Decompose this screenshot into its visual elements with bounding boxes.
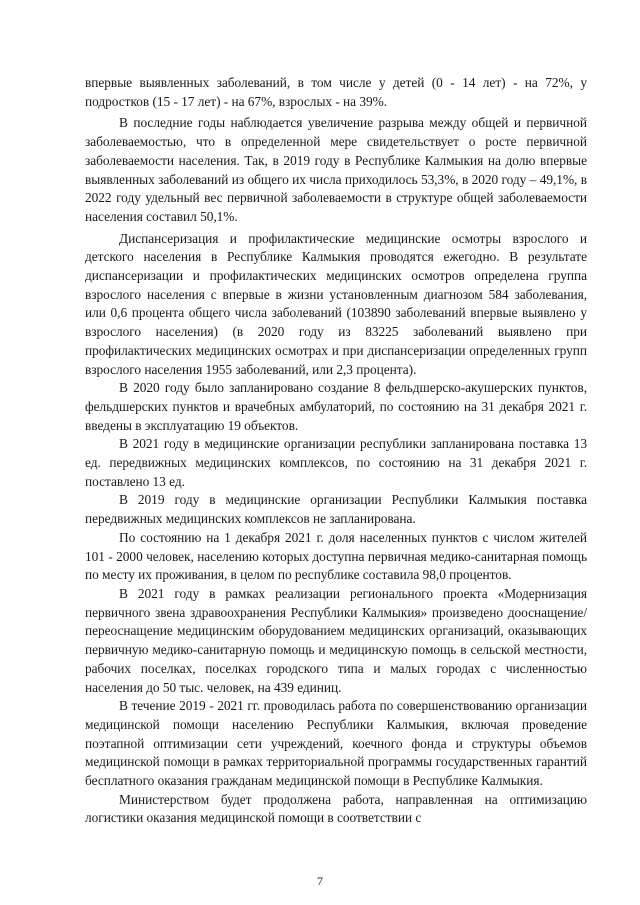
document-body <box>85 74 587 828</box>
paragraph-mobile-complexes-2019: В 2019 году в медицинские организации Республики Калмыкия поставка передвижных медицинских комплексов не запланирована. <box>85 492 587 527</box>
paragraph-mobile-complexes-2021: В 2021 году в медицинские организации республики запланирована поставка 13 ед. передвижных медицинских комплексов, по состоянию на 31 декабря 2021 г. поставлено 13 ед. <box>85 436 587 489</box>
paragraph-feldsher-points: В 2020 году было запланировано создание 8 фельдшерско-акушерских пунктов, фельдшерских пунктов и врачебных амбулаторий, по состоянию на 31 декабря 2021 г. введены в эксплуатацию 19 объектов. <box>85 380 587 433</box>
paragraph-dispensarization: Диспансеризация и профилактические медицинские осмотры взрослого и детского населения в Республике Калмыкия проводятся ежегодно. В результате диспансеризации и профилактических медицинских осмотров определена группа взрослого населения с впервые в жизни установленным диагнозом 584 заболевания, или 0,6 процента общего числа заболеваний (103890 заболеваний впервые выявлено у взрослого населения) (в 2020 году из 83225 заболеваний выявлено при профилактических медицинских осмотрах и при диспансеризации определенных групп взрослого населения 1955 заболеваний, или 2,3 процента). <box>85 230 587 377</box>
paragraph-settlements-access: По состоянию на 1 декабря 2021 г. доля населенных пунктов с числом жителей 101 - 2000 человек, населению которых доступна первичная медико-санитарная помощь по месту их проживания, в целом по республике составила 98,0 процентов. <box>85 529 587 583</box>
paragraph-logistics: Министерством будет продолжена работа, направленная на оптимизацию логистики оказания медицинской помощи в соответствии с <box>85 791 587 826</box>
paragraph-optimization-work: В течение 2019 - 2021 гг. проводилась работа по совершенствованию организации медицинской помощи населению Республики Калмыкия, включая проведение поэтапной оптимизации сети учреждений, коечного фонда и структуры объемов медицинской помощи в рамках территориальной программы государственных гарантий бесплатного оказания гражданам медицинской помощи в Республике Калмыкия. <box>85 698 587 789</box>
page-number: 7 <box>317 874 323 888</box>
paragraph-morbidity-gap: В последние годы наблюдается увеличение разрыва между общей и первичной заболеваемостью, что в определенной мере свидетельствует о росте первичной заболеваемости населения. Так, в 2019 году в Республике Калмыкия на долю впервые выявленных заболеваний из общего их числа приходилось 53,3%, в 2020 году – 49,1%, в 2022 году удельный вес первичной заболеваемости в структуре общей заболеваемости населения составил 50,1%. <box>85 115 587 224</box>
paragraph-modernization-project: В 2021 году в рамках реализации регионального проекта «Модернизация первичного звена здравоохранения Республики Калмыкия» произведено дооснащение/переоснащение медицинским оборудованием медицинских организаций, оказывающих первичную медико-санитарную помощь и медицинскую помощь в сельской местности, рабочих поселках, поселках городского типа и малых городах с численностью населения до 50 тыс. человек, на 439 единиц. <box>85 585 587 695</box>
paragraph-continuation: впервые выявленных заболеваний, в том числе у детей (0 - 14 лет) - на 72%, у подростков (15 - 17 лет) - на 67%, взрослых - на 39%. <box>85 75 587 109</box>
